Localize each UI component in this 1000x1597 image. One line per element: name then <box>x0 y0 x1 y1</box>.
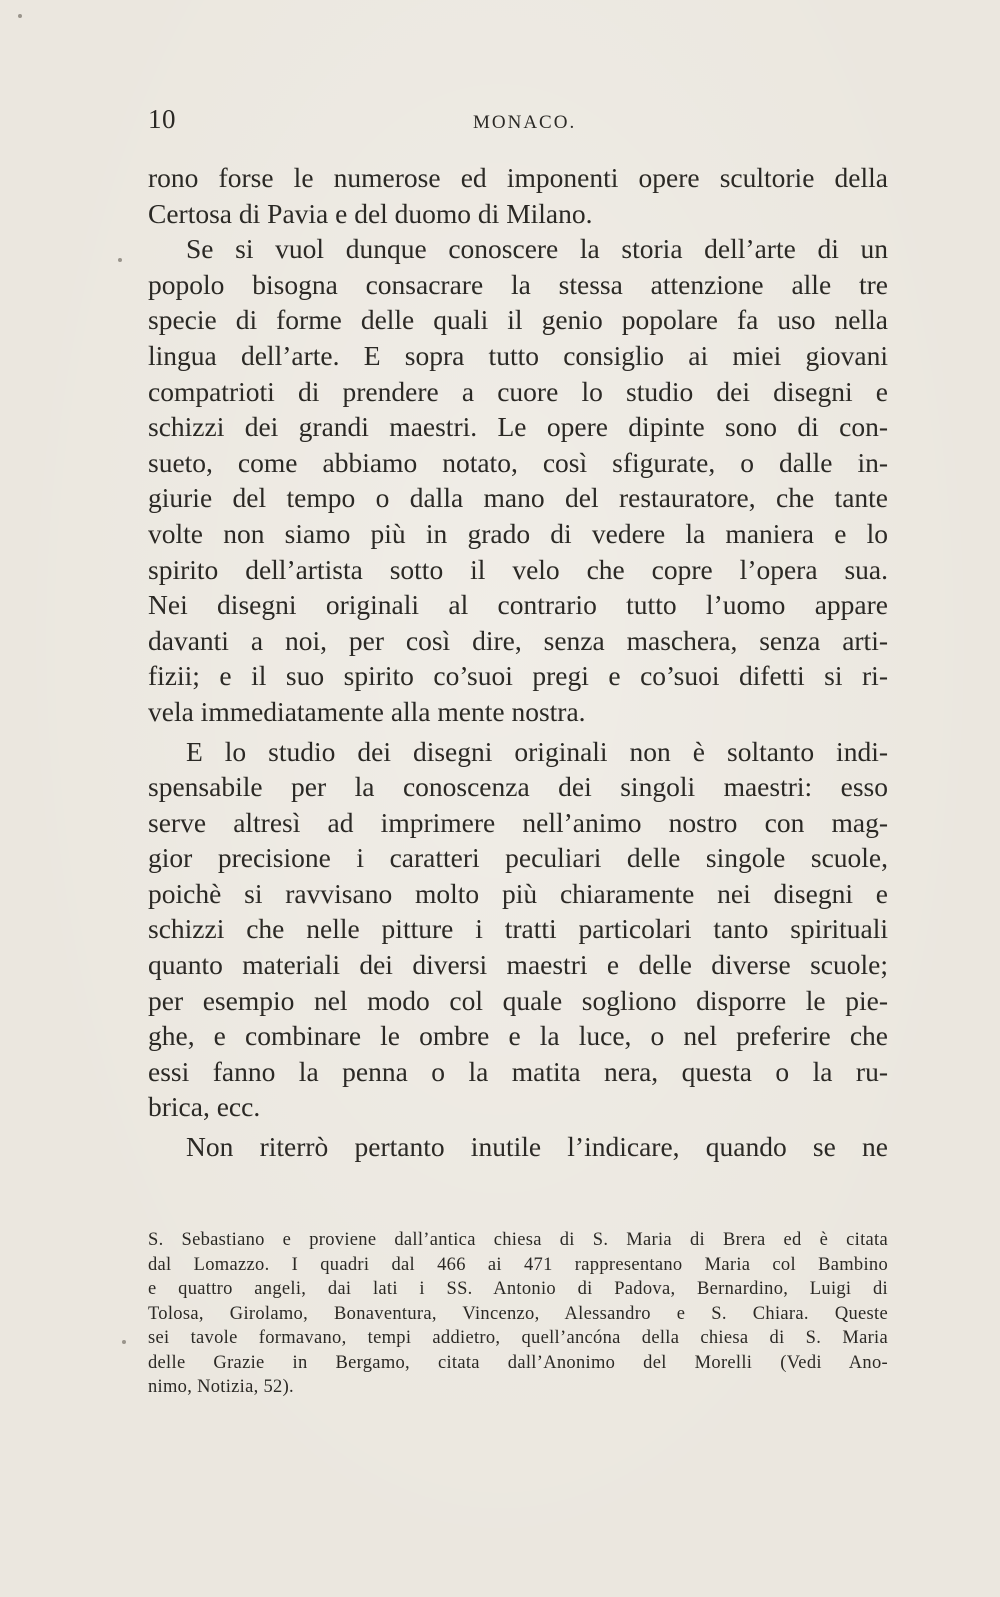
text-line: serve altresì ad imprimere nell’animo nostro con mag- <box>148 806 888 838</box>
running-head <box>148 104 888 140</box>
text-line: fizii; e il suo spirito co’suoi pregi e co’suoi difetti si ri- <box>148 660 888 692</box>
text-line: giurie del tempo o dalla mano del restauratore, che tante <box>148 482 888 514</box>
text-line: lingua dell’arte. E sopra tutto consiglio ai miei giovani <box>148 339 888 371</box>
footnote-line: delle Grazie in Bergamo, citata dall’Anonimo del Morelli (Vedi Ano- <box>148 1352 888 1373</box>
text-line: Certosa di Pavia e del duomo di Milano. <box>148 197 593 229</box>
text-line: Se si vuol dunque conoscere la storia dell’arte di un <box>186 233 888 265</box>
text-line: schizzi che nelle pitture i tratti particolari tanto spirituali <box>148 913 888 945</box>
text-line: spirito dell’artista sotto il velo che copre l’opera sua. <box>148 553 888 585</box>
text-line: volte non siamo più in grado di vedere la maniera e lo <box>148 517 888 549</box>
footnote-line: nimo, Notizia, 52). <box>148 1377 294 1397</box>
running-title: MONACO. <box>473 112 577 133</box>
main-text <box>148 160 888 1165</box>
text-line: E lo studio dei disegni originali non è soltanto indi- <box>186 735 888 767</box>
text-line: poichè si ravvisano molto più chiaramente nei disegni e <box>148 877 888 909</box>
text-line: quanto materiali dei diversi maestri e delle diverse scuole; <box>148 949 888 981</box>
text-line: sueto, come abbiamo notato, così sfigurate, o dalle in- <box>148 446 888 478</box>
footnote-line: e quattro angeli, dai lati i SS. Antonio di Padova, Bernardino, Luigi di <box>148 1279 888 1299</box>
footnote-line: sei tavole formavano, tempi addietro, quell’ancóna della chiesa di S. Maria <box>148 1328 888 1348</box>
footnote-line: Tolosa, Girolamo, Bonaventura, Vincenzo, Alessandro e S. Chiara. Queste <box>148 1303 888 1324</box>
text-line: ghe, e combinare le ombre e la luce, o nel preferire che <box>148 1020 888 1052</box>
paper-speck <box>118 258 122 262</box>
footnote-line: dal Lomazzo. I quadri dal 466 ai 471 rappresentano Maria col Bambino <box>148 1254 888 1275</box>
text-line: Nei disegni originali al contrario tutto l’uomo appare <box>148 589 888 621</box>
text-line: brica, ecc. <box>148 1091 261 1123</box>
text-line: per esempio nel modo col quale sogliono disporre le pie- <box>148 984 888 1016</box>
footnote-line: S. Sebastiano e proviene dall’antica chiesa di S. Maria di Brera ed è citata <box>148 1230 888 1250</box>
text-line: spensabile per la conoscenza dei singoli maestri: esso <box>148 771 888 803</box>
footnote <box>148 1228 888 1400</box>
paper-speck <box>122 1340 126 1344</box>
text-line: gior precisione i caratteri peculiari delle singole scuole, <box>148 842 888 874</box>
text-line: vela immediatamente alla mente nostra. <box>148 695 586 727</box>
page-number: 10 <box>148 104 176 134</box>
text-line: popolo bisogna consacrare la stessa attenzione alle tre <box>148 268 888 300</box>
text-line: essi fanno la penna o la matita nera, questa o la ru- <box>148 1055 888 1087</box>
text-line: specie di forme delle quali il genio popolare fa uso nella <box>148 304 888 336</box>
text-line: schizzi dei grandi maestri. Le opere dipinte sono di con- <box>148 411 888 443</box>
text-line: compatrioti di prendere a cuore lo studio dei disegni e <box>148 375 888 407</box>
text-line: Non riterrò pertanto inutile l’indicare, quando se ne <box>186 1131 888 1163</box>
paper-speck <box>18 14 22 18</box>
text-line: davanti a noi, per così dire, senza maschera, senza arti- <box>148 624 888 656</box>
text-line: rono forse le numerose ed imponenti opere scultorie della <box>148 162 888 193</box>
